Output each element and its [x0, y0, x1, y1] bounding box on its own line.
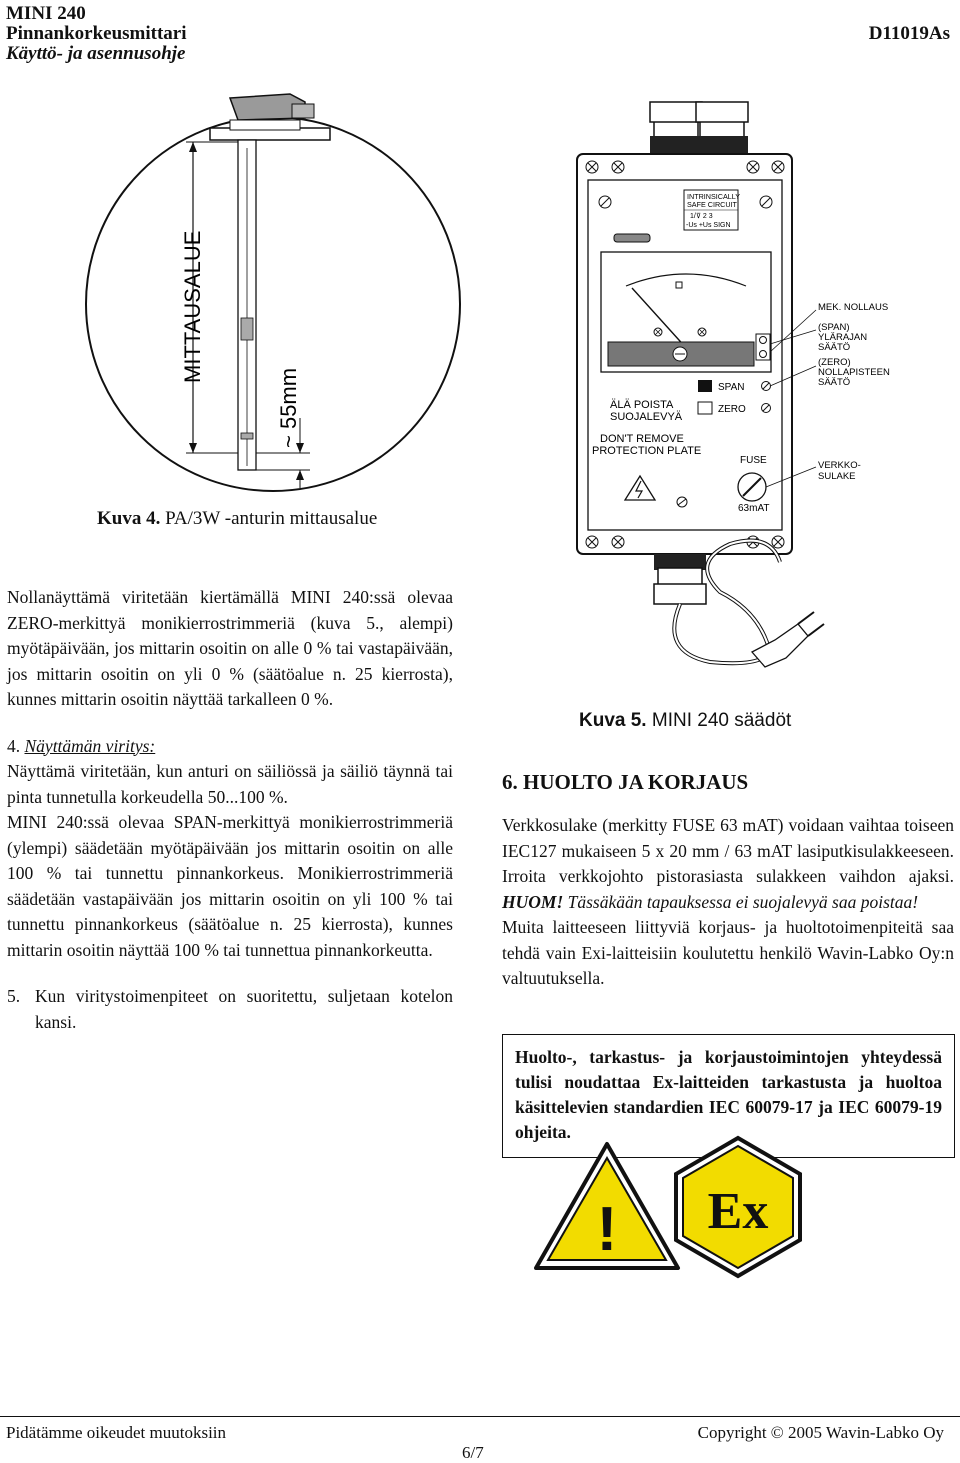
svg-text:-Us +Us SIGN: -Us +Us SIGN: [686, 222, 731, 229]
svg-text:SÄÄTÖ: SÄÄTÖ: [818, 342, 851, 353]
warning-triangle-icon: [532, 1138, 682, 1274]
right-column: [502, 770, 954, 992]
svg-text:MEK. NOLLAUS: MEK. NOLLAUS: [818, 302, 889, 313]
step-5-number: 5.: [7, 986, 21, 1006]
repairs-paragraph: Muita laitteeseen liittyviä korjaus- ja huoltotoimenpiteitä saa tehdä vain Exi-laitteisiin koulutettu henkilö Wavin-Labko Oy:n valtuutuksella.: [502, 917, 954, 988]
svg-text:PROTECTION PLATE: PROTECTION PLATE: [592, 445, 702, 457]
cable-gland-bottom-icon: [654, 554, 706, 604]
dimension-label: ~ 55mm: [276, 367, 301, 448]
power-plug-icon: [752, 612, 824, 667]
svg-text:VERKKO-: VERKKO-: [818, 460, 861, 471]
footer-rule: [0, 1416, 960, 1417]
svg-text:SPAN: SPAN: [718, 382, 745, 393]
doc-title: MINI 240: [6, 3, 86, 24]
step-4-paragraph-1: Näyttämä viritetään, kun anturi on säiliössä ja säiliö täynnä tai pinta tunnetulla korkeudella 50...100 %.: [7, 761, 453, 807]
sensor-rod: [238, 140, 256, 470]
figure-4-caption-number: Kuva 4.: [97, 508, 161, 529]
figure-4-caption: [97, 508, 377, 530]
figure-5-caption-number: Kuva 5.: [579, 710, 647, 731]
measurement-range-label: MITTAUSALUE: [180, 230, 205, 383]
svg-text:ÄLÄ POISTA: ÄLÄ POISTA: [610, 399, 674, 411]
figure-4-caption-text: PA/3W -anturin mittausalue: [165, 508, 378, 529]
svg-text:!: !: [596, 1195, 618, 1264]
doc-code: D11019As: [868, 23, 950, 44]
huom-text: Tässäkään tapauksessa ei suojalevyä saa poistaa!: [567, 891, 919, 912]
left-column: [7, 585, 453, 1035]
svg-text:63mAT: 63mAT: [738, 503, 770, 514]
step-5: [7, 984, 453, 1035]
svg-text:NOLLAPISTEEN: NOLLAPISTEEN: [818, 367, 890, 378]
svg-text:1/⊽ 2 3: 1/⊽ 2 3: [690, 213, 713, 220]
svg-text:SUOJALEVYÄ: SUOJALEVYÄ: [610, 411, 683, 423]
svg-text:SÄÄTÖ: SÄÄTÖ: [818, 377, 851, 388]
svg-text:YLÄRAJAN: YLÄRAJAN: [818, 332, 868, 343]
figure-5-caption: [579, 710, 791, 732]
figure-5-caption-text: MINI 240 säädöt: [651, 710, 792, 731]
step-4-paragraph-2: MINI 240:ssä olevaa SPAN-merkittyä monikierrostrimmeriä (ylempi) säädetään myötäpäivään jos mittarin osoitin on alle 100 % tai tunnettu pinnankorkeus. Monikierrostrimmeriä säädetään vastapäivään jos mittarin osoitin on yli 100 % tai tunnettu pinnankorkeus (säätöalue n. 25 kierrosta), kunnes mittarin osoitin näyttää 100 % tai tunnettua pinnankorkeutta.: [7, 812, 453, 960]
doc-type: Käyttö- ja asennusohje: [6, 43, 186, 64]
section-heading: 6. HUOLTO JA KORJAUS: [502, 770, 749, 794]
svg-text:ZERO: ZERO: [718, 404, 746, 415]
fuse-paragraph: Verkkosulake (merkitty FUSE 63 mAT) voidaan vaihtaa toiseen IEC127 mukaiseen 5 x 20 mm / 63 mAT lasiputkisulakkeeseen. Irroita verkkojohto pistorasiasta sulakkeen vaihdon ajaksi. HUOM! Tässäkään tapauksessa ei suojalevyä saa poistaa!: [502, 815, 954, 912]
step-4-number: 4.: [7, 735, 21, 756]
page-number: 6/7: [462, 1443, 484, 1462]
huom-label: HUOM!: [502, 891, 564, 912]
standards-note-box: Huolto-, tarkastus- ja korjaustoimintojen yhteydessä tulisi noudattaa Ex-laitteiden tarkastusta ja huoltoa käsittelevien standardien IEC 60079-17 ja IEC 60079-19 ohjeita.: [502, 1034, 955, 1158]
svg-text:FUSE: FUSE: [740, 455, 767, 466]
step-4: [7, 734, 453, 760]
svg-text:INTRINSICALLY: INTRINSICALLY: [687, 192, 740, 201]
step-5-text: Kun viritystoimenpiteet on suoritettu, suljetaan kotelon kansi.: [35, 986, 453, 1032]
span-indicator: [698, 380, 712, 392]
doc-subtitle: Pinnankorkeusmittari: [6, 23, 187, 44]
cable-gland-top-right-icon: [696, 102, 748, 154]
svg-text:(SPAN): (SPAN): [818, 322, 850, 333]
figure-5-device-diagram: [570, 92, 960, 704]
cable-gland-top-left-icon: [650, 102, 702, 154]
figure-4-sensor-diagram: [60, 78, 480, 498]
header: [6, 4, 187, 64]
zero-adjust-paragraph: Nollanäyttämä viritetään kiertämällä MINI 240:ssä olevaa ZERO-merkittyä monikierrostrimmeriä (kuva 5., alempi) myötäpäivään, jos mittarin osoitin on alle 0 % tai vastapäivään, jos mittarin osoitin on yli 0 % (säätöalue n. 25 kierrosta), kunnes mittarin osoitin näyttää tarkalleen 0 %.: [7, 587, 453, 709]
ex-atex-icon: [668, 1132, 808, 1282]
sensor-head-icon: [210, 94, 330, 140]
footer-left: Pidätämme oikeudet muutoksiin: [6, 1423, 227, 1442]
svg-text:DON'T REMOVE: DON'T REMOVE: [600, 433, 684, 445]
svg-text:Ex: Ex: [707, 1183, 769, 1240]
footer-right: Copyright © 2005 Wavin-Labko Oy: [697, 1423, 944, 1442]
svg-text:SAFE CIRCUIT: SAFE CIRCUIT: [687, 200, 737, 209]
step-4-title: Näyttämän viritys:: [24, 735, 156, 756]
svg-text:SULAKE: SULAKE: [818, 471, 856, 482]
zero-indicator: [698, 402, 712, 414]
svg-text:(ZERO): (ZERO): [818, 357, 851, 368]
